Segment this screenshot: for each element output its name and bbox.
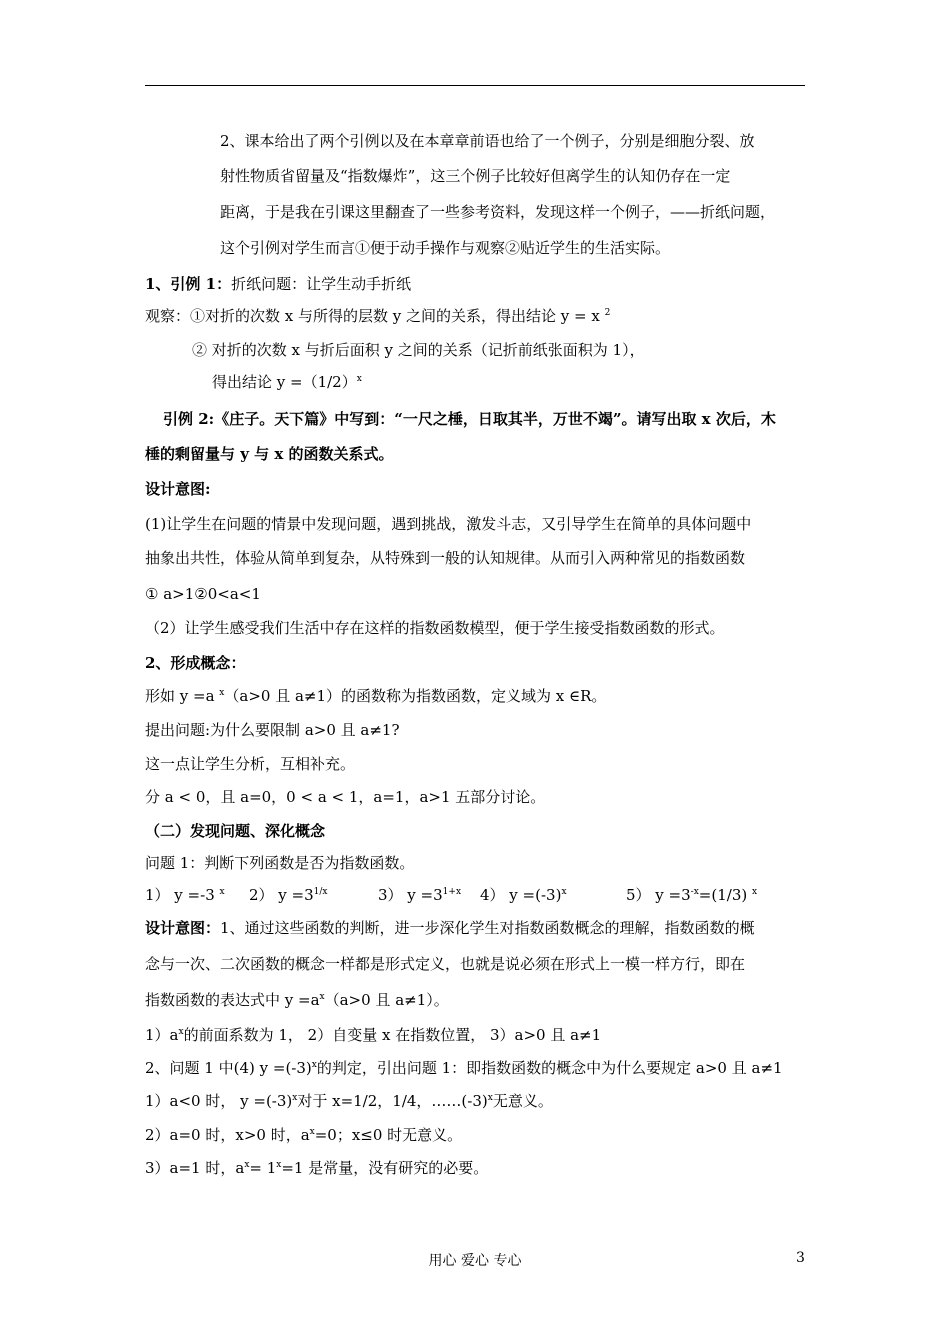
design-intent-2-line-4: $1)a^x$的前面系数为 1， 2）自变量 x 在指数位置， 3）a>0 且 a≠1 (145, 1026, 602, 1044)
design-intent-1-line-3: ① a>1②0<a<1 (145, 585, 261, 603)
intent-line-2: 射性物质省留量及“指数爆炸”，这三个例子比较好但离学生的认知仍存在一定 (220, 167, 731, 185)
design-intent-2-line-5: 2、问题 1 中(4) $y =(-3)^x$的判定，引出问题 1：即指数函数的概念中为什么要规定 a>0 且 a≠1 (145, 1059, 783, 1077)
concept-discussion: 这一点让学生分析，互相补充。 (145, 755, 356, 773)
design-intent-1-line-4: （2）让学生感受我们生活中存在这样的指数函数模型，便于学生接受指数函数的形式。 (145, 619, 725, 637)
concept-question: 提出问题:为什么要限制 a>0 且 a≠1? (145, 721, 400, 739)
intent-line-4: 这个引例对学生而言①便于动手操作与观察②贴近学生的生活实际。 (220, 239, 671, 257)
concept-definition: 形如 y =a $^x$（a>0 且 a≠1）的函数称为指数函数，定义域为 x ∈R。 (145, 687, 607, 705)
example1-title: 1、引例 1： (145, 275, 232, 293)
function-item-4: 4） $y =(-3)^x$ (480, 886, 567, 904)
intent-line-3: 距离，于是我在引课这里翻查了一些参考资料，发现这样一个例子，——折纸问题， (220, 203, 776, 221)
design-intent-2-line-2: 念与一次、二次函数的概念一样都是形式定义，也就是说必须在形式上一模一样方行，即在 (145, 955, 746, 973)
function-item-2: 2） $y =3^{1/x}$ (249, 886, 328, 904)
deepen-title: （二）发现问题、深化概念 (145, 822, 326, 840)
header-rule (145, 85, 805, 86)
observation-1: 观察：①对折的次数 x 与所得的层数 y 之间的关系，得出结论 y = x $^2$ (145, 307, 611, 325)
design-intent-2-line-3: 指数函数的表达式中 $y =a^x(a>0$ 且 a≠1）。 (145, 991, 449, 1009)
intent-line-1: 2、课本给出了两个引例以及在本章章前语也给了一个例子，分别是细胞分裂、放 (220, 132, 755, 150)
page-number: 3 (796, 1250, 805, 1266)
example1-title-rest: 折纸问题：让学生动手折纸 (231, 275, 412, 293)
concept-title: 2、形成概念： (145, 654, 246, 672)
question-1: 问题 1：判断下列函数是否为指数函数。 (145, 854, 415, 872)
observation-3: 得出结论 $y =(1/2)^x$ (212, 373, 362, 391)
design-intent-1-line-2: 抽象出共性，体验从简单到复杂，从特殊到一般的认知规律。从而引入两种常见的指数函数 (145, 549, 746, 567)
function-item-1: 1） y =-3 $^x$ (145, 886, 225, 904)
design-intent-2-line-7: 2）a=0 时，x>0 时，$a^x=0$；x≤0 时无意义。 (145, 1126, 463, 1144)
footer-motto: 用心 爱心 专心 (428, 1253, 522, 1269)
design-intent-2-line-6: 1）a<0 时， $y =(-3)^x$对于 x=1/2，1/4，$\dots\dots(-3)^x$无意义。 (145, 1092, 553, 1110)
example2-line-1: 引例 2:《庄子。天下篇》中写到：“一尺之棰，日取其半，万世不竭”。请写出取 x 次后，木 (163, 410, 776, 428)
design-intent-1-title: 设计意图: (145, 480, 211, 498)
design-intent-2-title: 设计意图： (145, 919, 221, 937)
design-intent-1-line-1: (1)让学生在问题的情景中发现问题，遇到挑战，激发斗志，又引导学生在简单的具体问题中 (145, 515, 752, 533)
function-item-5: 5） $y =3^{-x}=(1/3)$ $^x$ (626, 886, 758, 904)
example1-heading (145, 274, 411, 294)
design-intent-2-line-8: 3）a=1 时，$a^x= 1^x=1$ 是常量，没有研究的必要。 (145, 1159, 489, 1177)
design-intent-2-line-1: 设计意图：1、通过这些函数的判断，进一步深化学生对指数函数概念的理解，指数函数的概 (145, 919, 755, 937)
function-item-3: 3） $y =3^{1+x}$ (378, 886, 462, 904)
example2-line-2: 棰的剩留量与 y 与 x 的函数关系式。 (145, 445, 394, 463)
observation-2: ② 对折的次数 x 与折后面积 y 之间的关系（记折前纸张面积为 1）， (192, 341, 645, 359)
concept-cases: 分 a < 0，且 a=0，0 < a < 1，a=1，a>1 五部分讨论。 (145, 788, 546, 806)
